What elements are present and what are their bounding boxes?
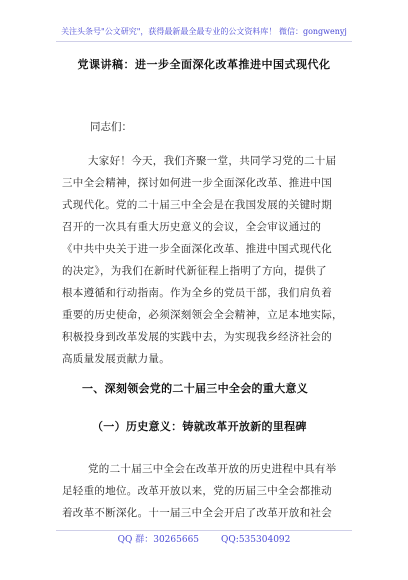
paragraph-line: 积极投身到改革发展的实践中去，为实现我乡经济社会的 <box>62 331 332 343</box>
paragraph-line: 高质量发展贡献力量。 <box>62 353 170 365</box>
paragraph-line: 着改革不断深化。十一届三中全会开启了改革开放和社会 <box>62 507 332 519</box>
header-divider <box>56 41 352 42</box>
paragraph-line: 大家好！今天，我们齐聚一堂，共同学习党的二十届 <box>88 155 337 167</box>
footer-contact <box>0 535 408 546</box>
header-banner: 关注头条号"公文研究"，获得最新最全最专业的公文资料库！ 微信：gongwenyj <box>61 27 347 36</box>
paragraph-line: 党的二十届三中全会在改革开放的历史进程中具有举 <box>88 463 337 475</box>
footer-divider <box>56 530 352 531</box>
subsection-heading: （一）历史意义：铸就改革开放新的里程碑 <box>92 420 307 433</box>
document-title: 党课讲稿：进一步全面深化改革推进中国式现代化 <box>77 58 331 71</box>
paragraph-line: 重要的历史使命，必须深刻领会全会精神，立足本地实际， <box>62 309 343 321</box>
paragraph-line: 式现代化。党的二十届三中全会是在我国发展的关键时期 <box>62 199 332 211</box>
paragraph-line: 召开的一次具有重大历史意义的会议，全会审议通过的 <box>62 221 322 233</box>
paragraph-line: 足轻重的地位。改革开放以来，党的历届三中全会都推动 <box>62 485 332 497</box>
qq-contact-number: QQ:535304092 <box>221 535 291 545</box>
paragraph-line: 根本遵循和行动指南。作为全乡的党员干部，我们肩负着 <box>62 287 332 299</box>
salutation: 同志们： <box>90 121 132 133</box>
qq-group-number: QQ 群：30265665 <box>117 535 200 545</box>
paragraph-line: 三中全会精神，探讨如何进一步全面深化改革、推进中国 <box>62 177 332 189</box>
paragraph-line: 的决定》，为我们在新时代新征程上指明了方向，提供了 <box>62 265 327 277</box>
section-heading: 一、深刻领会党的二十届三中全会的重大意义 <box>82 382 308 395</box>
paragraph-line: 《中共中央关于进一步全面深化改革、推进中国式现代化 <box>62 243 332 255</box>
